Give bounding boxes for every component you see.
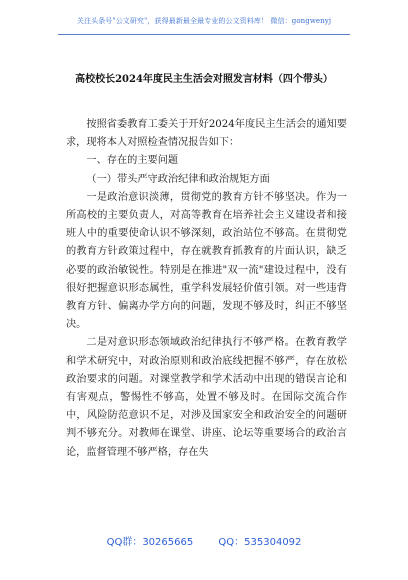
intro-paragraph: 按照省委教育工委关于开好2024年度民主生活会的通知要求，现将本人对照检查情况报告如下：	[66, 119, 347, 149]
subsection-heading: （一）带头严守政治纪律和政治规矩方面	[86, 173, 270, 185]
header-divider	[58, 34, 350, 35]
promo-banner: 关注头条号"公文研究"，获得最新最全最专业的公文资料库！ 微信：gongwenyj	[76, 17, 332, 25]
section-heading: 一、存在的主要问题	[86, 155, 179, 167]
footer-contacts	[0, 533, 408, 548]
document-title: 高校校长2024年度民主生活会对照发言材料（四个带头）	[75, 74, 333, 85]
body-paragraph: 一是政治意识淡薄，贯彻党的教育方针不够坚决。作为一所高校的主要负责人，对高等教育在培养社会主义建设者和接班人中的重要使命认识不够深刻，政治站位不够高。在贯彻党的教育方针政策过程中，存在就教育抓教育的片面认识，缺乏必要的政治敏锐性。特别是在推进"双一流"建设过程中，没有很好把握意识形态属性，重学科发展轻价值引领。对一些违背教育方针、偏离办学方向的问题，发现不够及时，纠正不够坚决。	[66, 191, 347, 331]
qq-contact-link[interactable]: QQ：535304092	[218, 537, 302, 548]
body-paragraph: 二是对意识形态领域政治纪律执行不够严格。在教育教学和学术研究中，对政治原则和政治底线把握不够严，存在放松政治要求的问题。对课堂教学和学术活动中出现的错误言论和有害观点，警惕性不够高，处置不够及时。在国际交流合作中，风险防范意识不足，对涉及国家安全和政治安全的问题研判不够充分。对教师在课堂、讲座、论坛等重要场合的政治言论，监督管理不够严格，存在失	[66, 337, 347, 458]
qq-group-link[interactable]: QQ群：30265665	[106, 537, 194, 548]
document-body	[66, 116, 347, 462]
